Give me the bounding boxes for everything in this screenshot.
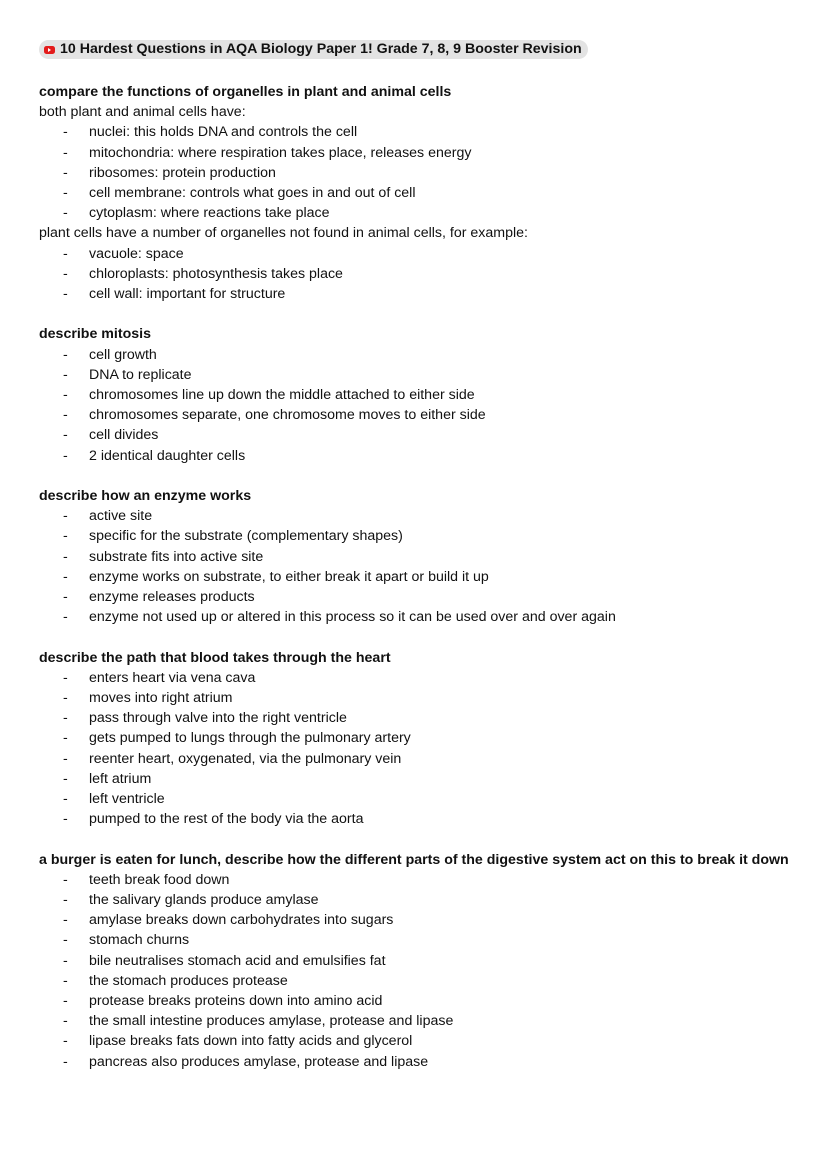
bullet-list (39, 345, 799, 466)
list-item: - active site (39, 506, 799, 526)
section-organelles (39, 82, 799, 304)
section-heading: compare the functions of organelles in plant and animal cells (39, 84, 452, 100)
list-item: - 2 identical daughter cells (39, 446, 799, 466)
section-intro: both plant and animal cells have: (39, 104, 246, 121)
bullet-list (39, 870, 799, 1072)
list-item: - left ventricle (39, 789, 799, 809)
bullet-list (39, 668, 799, 830)
section-heading: a burger is eaten for lunch, describe how the different parts of the digestive system act on this to break it down (39, 851, 789, 868)
list-item: - mitochondria: where respiration takes place, releases energy (39, 143, 799, 163)
list-item: - ribosomes: protein production (39, 163, 799, 183)
list-item: - teeth break food down (39, 870, 799, 890)
list-item: - enzyme releases products (39, 587, 799, 607)
section-mitosis (39, 324, 799, 465)
list-item: - DNA to replicate (39, 365, 799, 385)
video-link-title: 10 Hardest Questions in AQA Biology Paper 1! Grade 7, 8, 9 Booster Revision (60, 41, 582, 57)
list-item: - chromosomes line up down the middle attached to either side (39, 385, 799, 405)
youtube-icon (44, 46, 55, 54)
list-item: - nuclei: this holds DNA and controls the cell (39, 122, 799, 142)
section-heading: describe the path that blood takes through the heart (39, 649, 391, 666)
list-item: - bile neutralises stomach acid and emulsifies fat (39, 951, 799, 971)
list-item: - stomach churns (39, 930, 799, 950)
section-digestion (39, 850, 799, 1072)
list-item: - the stomach produces protease (39, 971, 799, 991)
list-item: - cell wall: important for structure (39, 284, 799, 304)
video-link-chip[interactable] (39, 40, 588, 59)
bullet-list (39, 506, 799, 627)
list-item: - moves into right atrium (39, 688, 799, 708)
list-item: - cell divides (39, 425, 799, 445)
list-item: - pancreas also produces amylase, protease and lipase (39, 1052, 799, 1072)
section-enzyme (39, 486, 799, 627)
list-item: - lipase breaks fats down into fatty acids and glycerol (39, 1031, 799, 1051)
list-item: - specific for the substrate (complementary shapes) (39, 526, 799, 546)
list-item: - the small intestine produces amylase, protease and lipase (39, 1011, 799, 1031)
list-item: - enzyme not used up or altered in this process so it can be used over and over again (39, 607, 799, 627)
section-heart (39, 648, 799, 830)
section-intro: plant cells have a number of organelles not found in animal cells, for example: (39, 225, 528, 242)
list-item: - cell membrane: controls what goes in and out of cell (39, 183, 799, 203)
list-item: - pumped to the rest of the body via the aorta (39, 809, 799, 829)
list-item: - chloroplasts: photosynthesis takes place (39, 264, 799, 284)
list-item: - chromosomes separate, one chromosome moves to either side (39, 405, 799, 425)
list-item: - gets pumped to lungs through the pulmonary artery (39, 728, 799, 748)
list-item: - reenter heart, oxygenated, via the pulmonary vein (39, 749, 799, 769)
list-item: - cell growth (39, 345, 799, 365)
bullet-list (39, 244, 799, 305)
section-heading: describe how an enzyme works (39, 488, 252, 505)
list-item: - enzyme works on substrate, to either break it apart or build it up (39, 567, 799, 587)
list-item: - substrate fits into active site (39, 547, 799, 567)
document-page (39, 40, 799, 1092)
list-item: - enters heart via vena cava (39, 668, 799, 688)
list-item: - vacuole: space (39, 244, 799, 264)
list-item: - the salivary glands produce amylase (39, 890, 799, 910)
bullet-list (39, 122, 799, 223)
list-item: - left atrium (39, 769, 799, 789)
list-item: - cytoplasm: where reactions take place (39, 203, 799, 223)
section-heading: describe mitosis (39, 326, 151, 343)
list-item: - protease breaks proteins down into amino acid (39, 991, 799, 1011)
document-content (39, 82, 799, 1072)
list-item: - amylase breaks down carbohydrates into sugars (39, 910, 799, 930)
list-item: - pass through valve into the right ventricle (39, 708, 799, 728)
